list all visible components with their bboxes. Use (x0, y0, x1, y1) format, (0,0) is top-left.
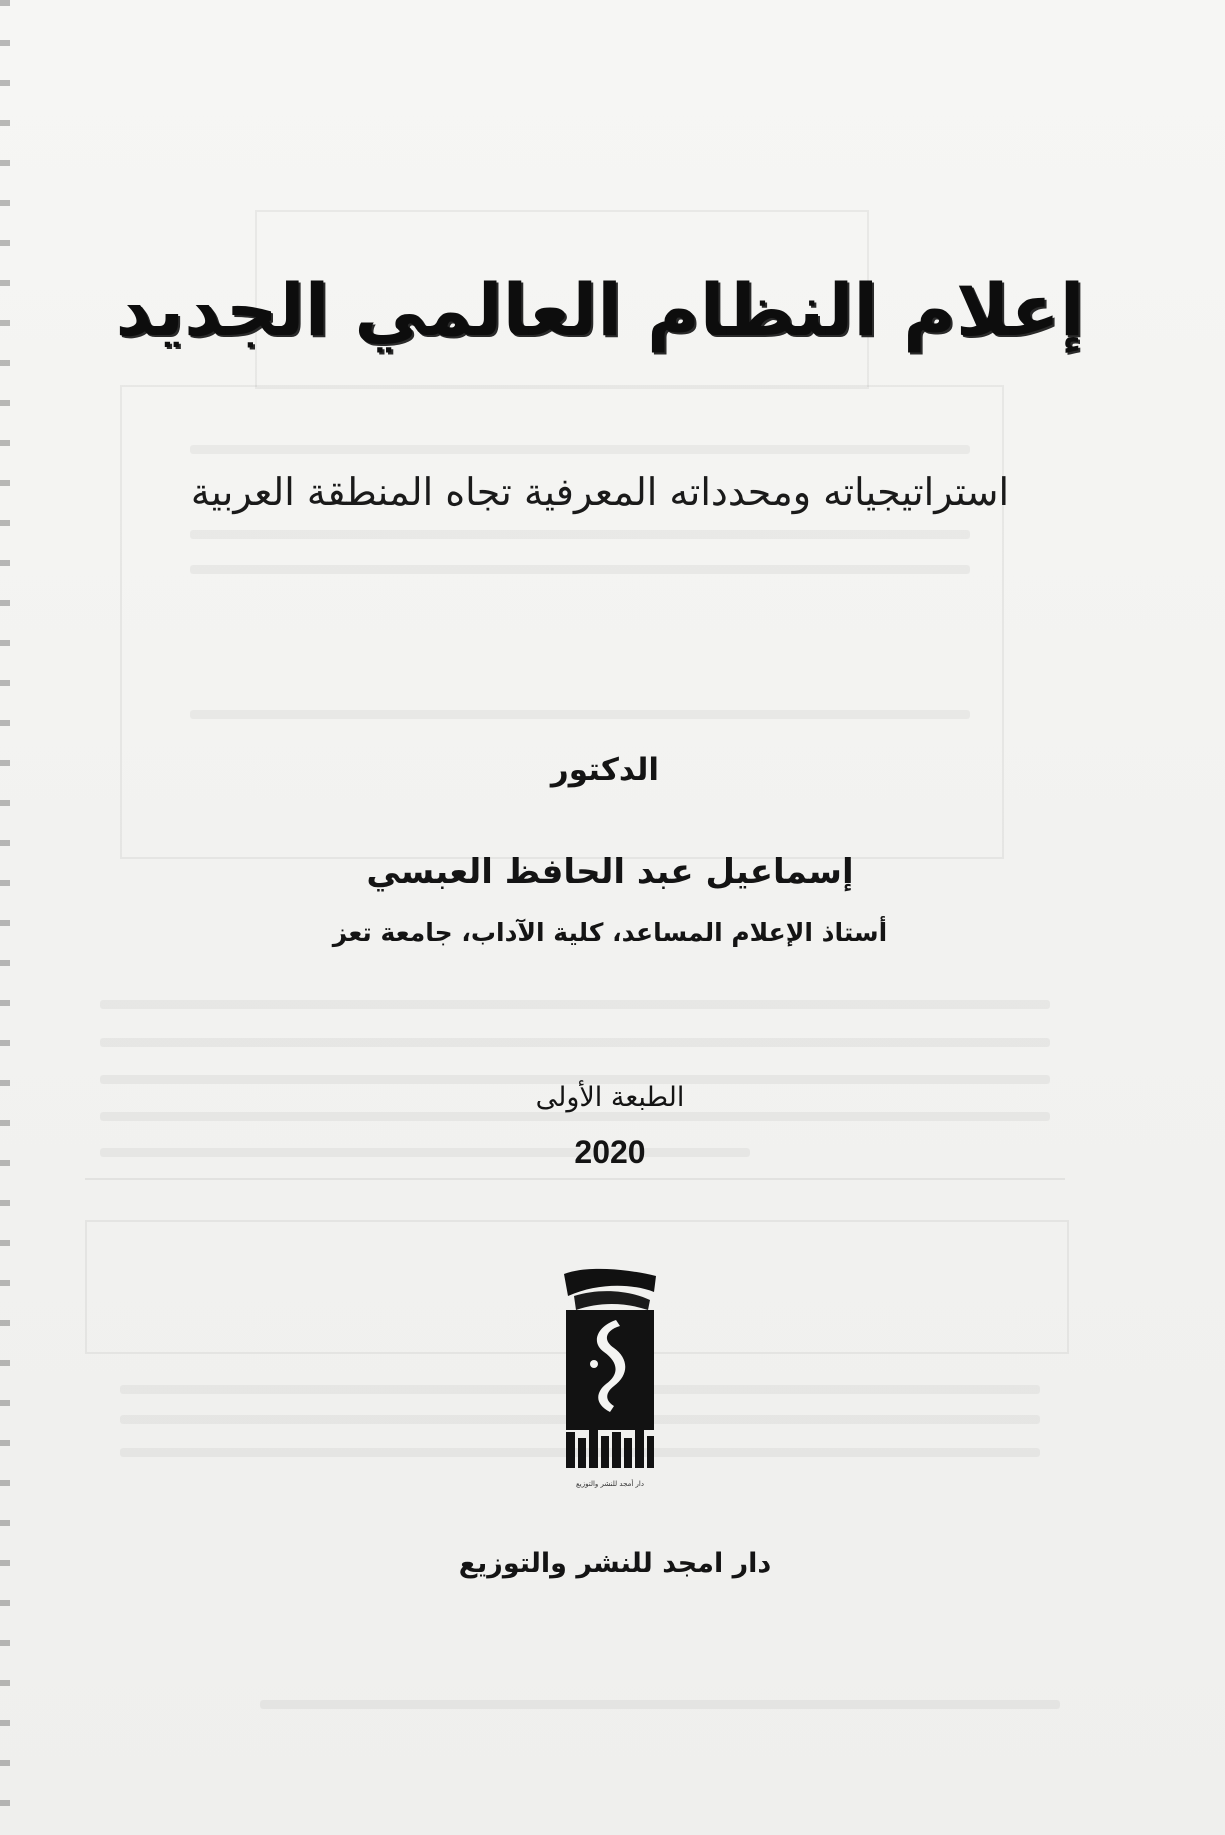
book-subtitle: استراتيجياته ومحدداته المعرفية تجاه المنطقة العربية (190, 470, 1010, 514)
bleed-through-rule (85, 1178, 1065, 1180)
bleed-through-line (260, 1700, 1060, 1709)
logo-caption: دار أمجد للنشر والتوزيع (576, 1480, 644, 1488)
bleed-through-line (190, 445, 970, 454)
bleed-through-line (100, 1000, 1050, 1009)
publication-year: 2020 (574, 1134, 646, 1170)
bleed-through-line (190, 565, 970, 574)
author-title: الدكتور (550, 752, 660, 788)
bleed-through-line (190, 530, 970, 539)
book-title: إعلام النظام العالمي الجديد (115, 268, 1085, 352)
author-affiliation: أستاذ الإعلام المساعد، كلية الآداب، جامعة تعز (332, 918, 888, 947)
bleed-through-line (100, 1112, 1050, 1121)
binding-edge (0, 0, 10, 1835)
publisher-name: دار امجد للنشر والتوزيع (458, 1548, 772, 1579)
publisher-logo-icon (554, 1266, 666, 1482)
bleed-through-line (100, 1038, 1050, 1047)
author-name: إسماعيل عبد الحافظ العبسي (366, 852, 854, 892)
edition-label: الطبعة الأولى (535, 1082, 685, 1113)
bleed-through-line (190, 710, 970, 719)
